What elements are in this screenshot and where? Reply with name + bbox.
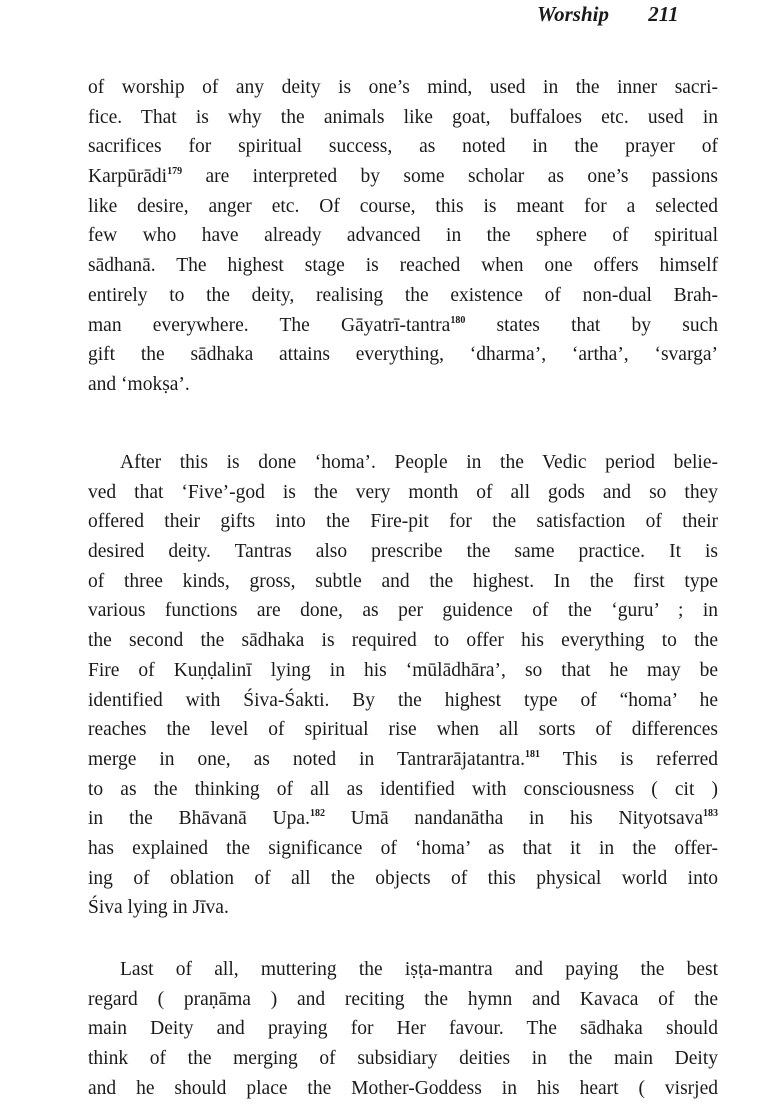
text-line: fice. That is why the animals like goat, buffaloes etc. used in (88, 106, 718, 128)
footnote-marker: 179 (167, 166, 183, 178)
text-line: desired deity. Tantras also prescribe the same practice. It is (88, 541, 718, 563)
text-line: has explained the significance of ‘homa’ as that it in the offer- (88, 837, 718, 859)
text-line: main Deity and praying for Her favour. The sādhaka should (88, 1018, 718, 1040)
text-line: and he should place the Mother-Goddess in his heart ( visrjed (88, 1077, 718, 1099)
text-line: ing of oblation of all the objects of this physical world into (88, 867, 718, 889)
text-line: of worship of any deity is one’s mind, used in the inner sacri- (88, 77, 718, 98)
footnote-marker: 180 (450, 314, 466, 326)
text-line: ved that ‘Five’-god is the very month of all gods and so they (88, 481, 718, 503)
text-line: and ‘mokṣa’. (88, 373, 190, 395)
text-line: of three kinds, gross, subtle and the highest. In the first type (88, 570, 718, 592)
text-line: various functions are done, as per guidence of the ‘guru’ ; in (88, 600, 718, 622)
text-line: entirely to the deity, realising the existence of non-dual Brah- (88, 284, 718, 306)
text-line: Fire of Kuṇḍalinī lying in his ‘mūlādhāra’, so that he may be (88, 659, 718, 681)
text-line: few who have already advanced in the sphere of spiritual (88, 225, 718, 247)
paragraph-3 (88, 955, 718, 1103)
text-line: Karpūrādi$^{179}$ are interpreted by some scholar as one’s passions (88, 166, 718, 188)
text-line: identified with Śiva-Śakti. By the highest type of “homa’ he (88, 689, 718, 711)
text-line: sacrifices for spiritual success, as noted in the prayer of (88, 136, 718, 158)
text-line: sādhanā. The highest stage is reached when one offers himself (88, 255, 718, 277)
text-line: regard ( praṇāma ) and reciting the hymn and Kavaca of the (88, 988, 718, 1010)
text-line: reaches the level of spiritual rise when all sorts of differences (88, 719, 718, 741)
running-header (537, 2, 679, 27)
footnote-marker: 181 (524, 748, 540, 760)
text-line: gift the sādhaka attains everything, ‘dharma’, ‘artha’, ‘svarga’ (88, 344, 718, 366)
paragraph-2 (88, 448, 718, 923)
text-line: After this is done ‘homa’. People in the Vedic period belie- (120, 452, 718, 473)
text-line: in the Bhāvanā Upa.$^{182}$ Umā nandanātha in his Nityotsava$^{183}$ (88, 808, 718, 830)
text-line: the second the sādhaka is required to offer his everything to the (88, 630, 718, 652)
footnote-marker: 182 (309, 808, 325, 820)
text-line: like desire, anger etc. Of course, this is meant for a selected (88, 195, 718, 217)
text-line: Śiva lying in Jīva. (88, 897, 229, 919)
text-line: Last of all, muttering the iṣṭa-mantra and paying the best (120, 959, 718, 980)
text-line: merge in one, as noted in Tantrarājatantra.$^{181}$ This is referred (88, 748, 718, 770)
footnote-marker: 183 (703, 808, 718, 820)
page-number: 211 (648, 2, 679, 26)
text-line: man everywhere. The Gāyatrī-tantra$^{180}$ states that by such (88, 314, 718, 336)
text-line: to as the thinking of all as identified with consciousness ( cit ) (88, 778, 718, 800)
running-header-title: Worship (537, 2, 609, 26)
text-line: offered their gifts into the Fire-pit for the satisfaction of their (88, 511, 718, 533)
paragraph-1 (88, 73, 718, 400)
text-line: think of the merging of subsidiary deities in the main Deity (88, 1048, 718, 1070)
